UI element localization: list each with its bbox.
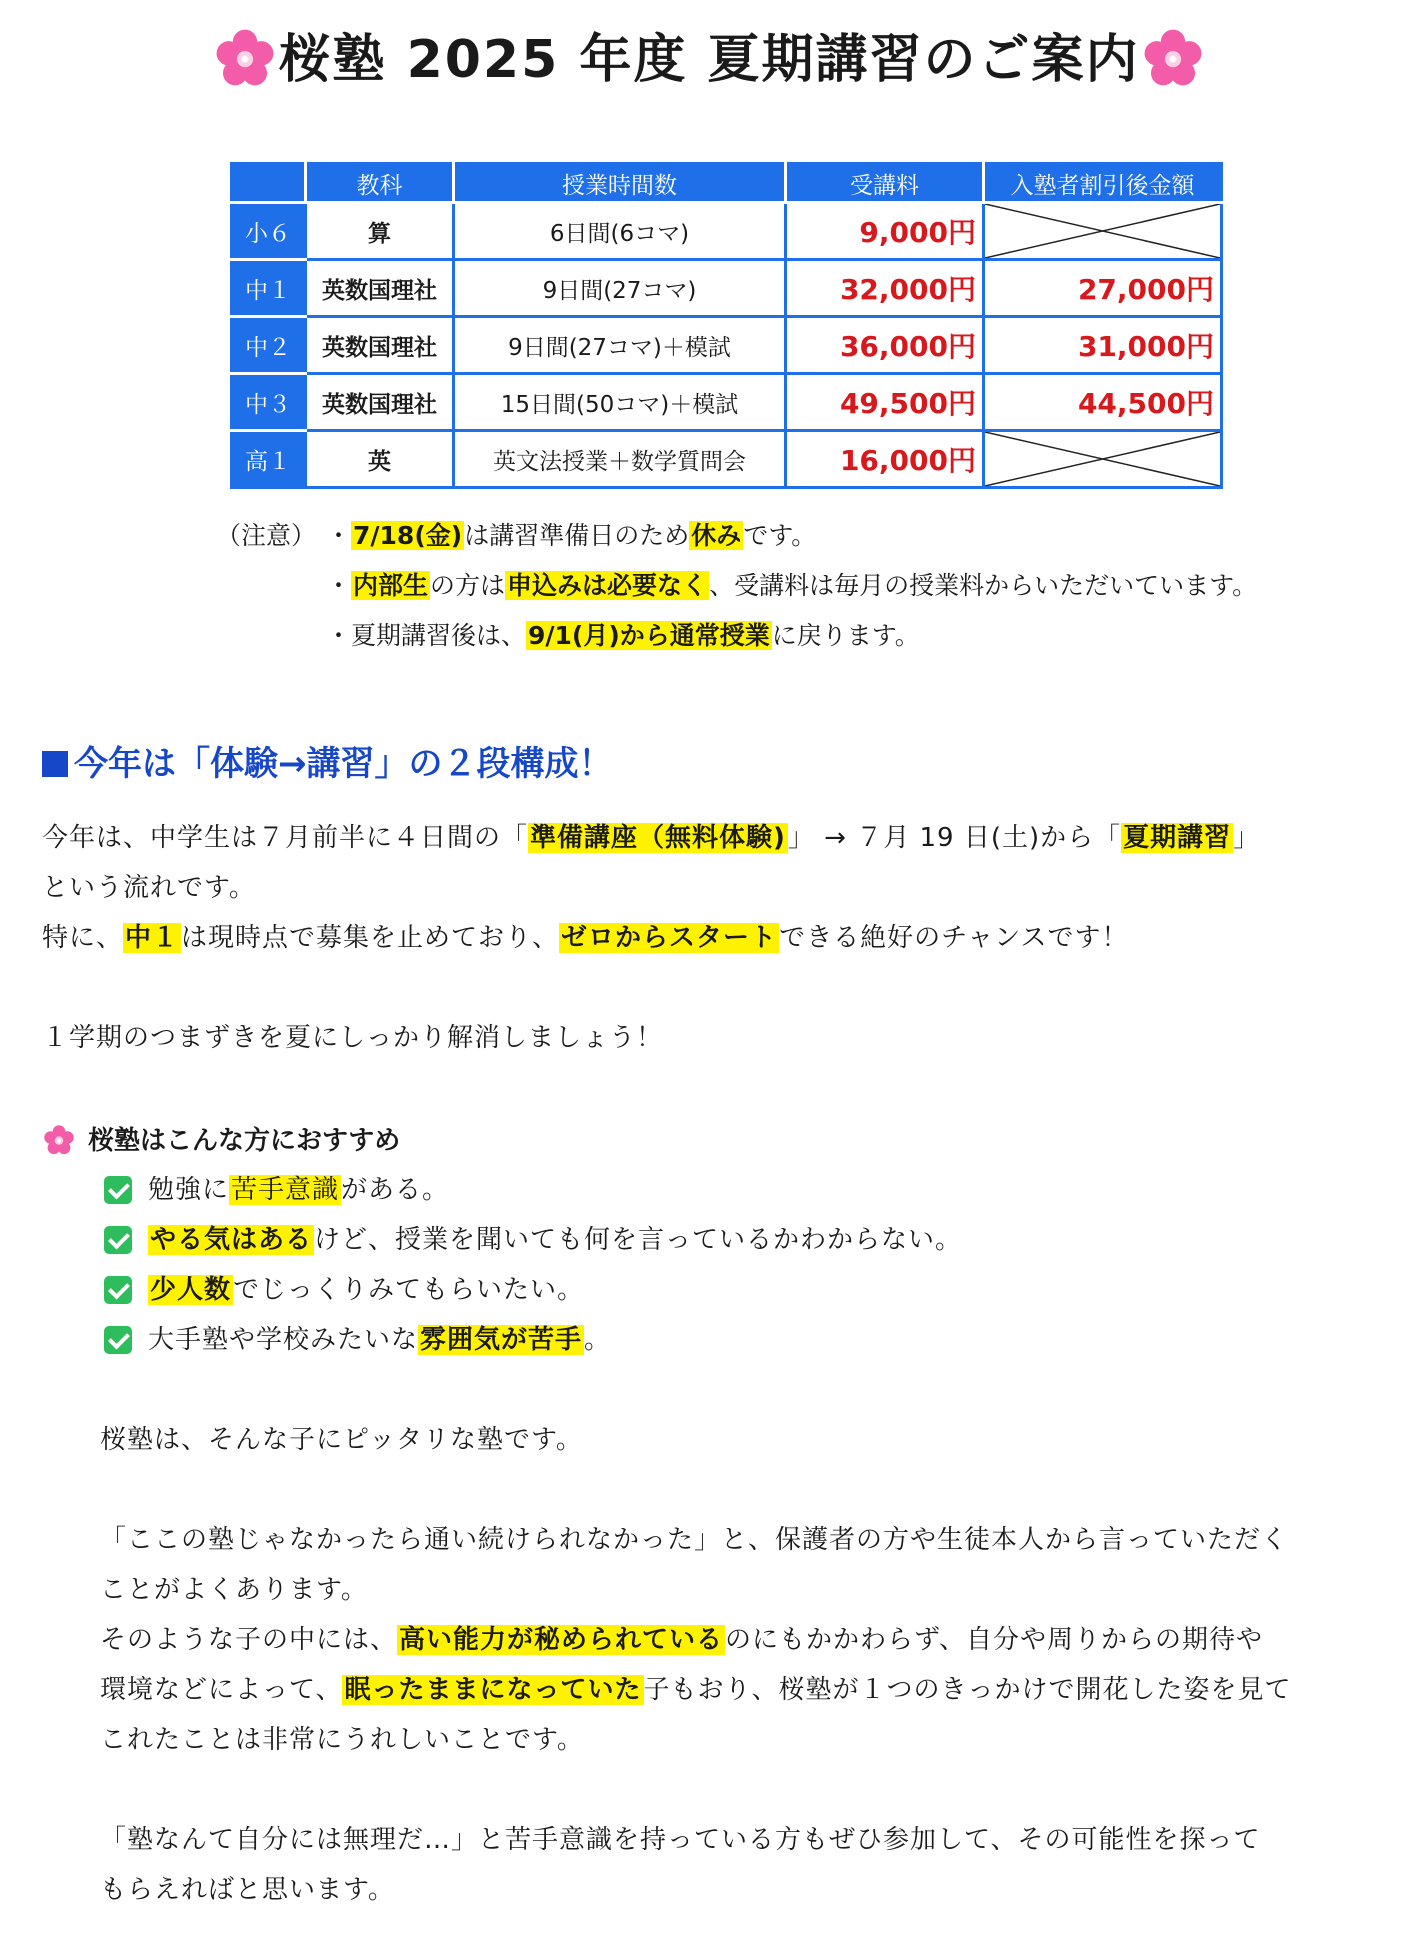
note-text: に戻ります。 bbox=[771, 621, 920, 650]
note-line-1 bbox=[326, 516, 816, 556]
body-text: できる絶好のチャンスです！ bbox=[779, 923, 1129, 953]
header-subject: 教科 bbox=[306, 164, 454, 203]
note-line-2 bbox=[326, 566, 1257, 606]
list-item bbox=[104, 1270, 584, 1310]
cross-out-mark bbox=[985, 432, 1220, 486]
fee-table bbox=[230, 162, 1223, 489]
fee-cell: 36,000円 bbox=[786, 317, 984, 374]
body-highlight: 少人数 bbox=[150, 1275, 232, 1305]
closing-paragraph-6b: もらえればと思います。 bbox=[100, 1875, 395, 1905]
body-highlight: 夏期講習 bbox=[1123, 823, 1232, 853]
note-text: の方は bbox=[430, 571, 506, 600]
section-paragraph-2 bbox=[42, 918, 1129, 958]
fee-cell: 32,000円 bbox=[786, 260, 984, 317]
table-row bbox=[232, 260, 1222, 317]
body-highlight: やる気はある bbox=[150, 1225, 313, 1255]
title-text: 桜塾 2025 年度 夏期講習のご案内 bbox=[278, 30, 1140, 90]
note-highlight: 申込みは必要なく bbox=[507, 571, 708, 600]
body-text: 大手塾や学校みたいな bbox=[148, 1325, 419, 1355]
closing-paragraph-4 bbox=[100, 1670, 1292, 1710]
body-highlight: 高い能力が秘められている bbox=[399, 1625, 724, 1655]
fee-cell: 16,000円 bbox=[786, 431, 984, 488]
note-text: ・ bbox=[326, 521, 352, 550]
body-text: 」 → ７月 19 日(土)から「 bbox=[787, 823, 1122, 853]
header-hours: 授業時間数 bbox=[454, 164, 786, 203]
body-highlight: ゼロからスタート bbox=[561, 923, 778, 953]
section-paragraph-1b: という流れです。 bbox=[42, 873, 256, 903]
subject-cell: 英数国理社 bbox=[306, 317, 454, 374]
checkbox-checked-icon bbox=[104, 1176, 132, 1204]
square-bullet-icon bbox=[42, 751, 68, 777]
body-text: は現時点で募集を止めており、 bbox=[181, 923, 560, 953]
note-text: ・ bbox=[326, 571, 352, 600]
body-text: 」 bbox=[1233, 823, 1261, 853]
body-text: 子もおり、桜塾が１つのきっかけで開花した姿を見て bbox=[643, 1675, 1292, 1705]
body-highlight: 雰囲気が苦手 bbox=[420, 1325, 583, 1355]
checkbox-checked-icon bbox=[104, 1276, 132, 1304]
notes-label: （注意） bbox=[216, 521, 317, 550]
recommend-heading-text: 桜塾はこんな方におすすめ bbox=[88, 1126, 401, 1156]
section-heading-text: 今年は「体験→講習」の２段構成！ bbox=[74, 744, 613, 784]
hours-cell: 6日間(6コマ) bbox=[454, 203, 786, 260]
closing-paragraph-1: 桜塾は、そんな子にピッタリな塾です。 bbox=[100, 1425, 583, 1455]
table-row bbox=[232, 374, 1222, 431]
note-highlight: 内部生 bbox=[353, 571, 429, 600]
hours-cell: 英文法授業＋数学質問会 bbox=[454, 431, 786, 488]
closing-paragraph-2a: 「ここの塾じゃなかったら通い続けられなかった」と、保護者の方や生徒本人から言っていただく bbox=[100, 1525, 1289, 1555]
note-highlight: 7/18(金) bbox=[353, 521, 463, 550]
recommend-heading bbox=[44, 1120, 400, 1157]
note-highlight: 9/1(月)から通常授業 bbox=[528, 621, 770, 650]
discount-cell: 31,000円 bbox=[984, 317, 1222, 374]
body-text: 。 bbox=[584, 1325, 612, 1355]
table-row bbox=[232, 431, 1222, 488]
discount-cell-empty bbox=[984, 203, 1222, 260]
note-text: 、受講料は毎月の授業料からいただいています。 bbox=[709, 571, 1258, 600]
table-row bbox=[232, 203, 1222, 260]
sakura-flower-icon bbox=[1144, 29, 1202, 87]
subject-cell: 算 bbox=[306, 203, 454, 260]
body-text: のにもかかわらず、自分や周りからの期待や bbox=[725, 1625, 1263, 1655]
subject-cell: 英数国理社 bbox=[306, 260, 454, 317]
body-highlight: 苦手意識 bbox=[231, 1175, 340, 1205]
body-text: 環境などによって、 bbox=[100, 1675, 343, 1705]
body-text: 勉強に bbox=[148, 1175, 230, 1205]
body-highlight: 準備講座（無料体験) bbox=[530, 823, 786, 853]
list-item bbox=[104, 1220, 962, 1260]
body-text: がある。 bbox=[341, 1175, 450, 1205]
checkbox-checked-icon bbox=[104, 1226, 132, 1254]
note-text: です。 bbox=[743, 521, 817, 550]
grade-cell: 小６ bbox=[232, 203, 306, 260]
note-text: は講習準備日のため bbox=[464, 521, 690, 550]
header-grade bbox=[232, 164, 306, 203]
header-discount: 入塾者割引後金額 bbox=[984, 164, 1222, 203]
body-text: 今年は、中学生は７月前半に４日間の「 bbox=[42, 823, 529, 853]
closing-paragraph-6a: 「塾なんて自分には無理だ…」と苦手意識を持っている方もぜひ参加して、その可能性を探って bbox=[100, 1825, 1261, 1855]
sakura-flower-icon bbox=[44, 1125, 74, 1155]
subject-cell: 英 bbox=[306, 431, 454, 488]
body-text: でじっくりみてもらいたい。 bbox=[233, 1275, 585, 1305]
grade-cell: 中２ bbox=[232, 317, 306, 374]
discount-cell-empty bbox=[984, 431, 1222, 488]
body-highlight: 中１ bbox=[125, 923, 180, 953]
discount-cell: 44,500円 bbox=[984, 374, 1222, 431]
discount-cell: 27,000円 bbox=[984, 260, 1222, 317]
section-paragraph-1 bbox=[42, 818, 1260, 858]
body-text: そのような子の中には、 bbox=[100, 1625, 398, 1655]
hours-cell: 15日間(50コマ)＋模試 bbox=[454, 374, 786, 431]
closing-paragraph-2b: ことがよくあります。 bbox=[100, 1575, 368, 1605]
hours-cell: 9日間(27コマ)＋模試 bbox=[454, 317, 786, 374]
cross-out-mark bbox=[985, 204, 1220, 258]
fee-cell: 49,500円 bbox=[786, 374, 984, 431]
header-fee: 受講料 bbox=[786, 164, 984, 203]
body-text: 特に、 bbox=[42, 923, 124, 953]
list-item bbox=[104, 1320, 611, 1360]
section-heading bbox=[42, 736, 613, 785]
page-title bbox=[0, 24, 1418, 96]
body-text: けど、授業を聞いても何を言っているかわからない。 bbox=[314, 1225, 963, 1255]
grade-cell: 中３ bbox=[232, 374, 306, 431]
table-header-row bbox=[232, 164, 1222, 203]
grade-cell: 高１ bbox=[232, 431, 306, 488]
note-highlight: 休み bbox=[691, 521, 742, 550]
checkbox-checked-icon bbox=[104, 1326, 132, 1354]
hours-cell: 9日間(27コマ) bbox=[454, 260, 786, 317]
body-highlight: 眠ったままになっていた bbox=[344, 1675, 642, 1705]
list-item bbox=[104, 1170, 449, 1210]
note-line-3 bbox=[326, 616, 920, 656]
sakura-flower-icon bbox=[216, 29, 274, 87]
section-paragraph-3: １学期のつまずきを夏にしっかり解消しましょう！ bbox=[42, 1023, 664, 1053]
closing-paragraph-3 bbox=[100, 1620, 1263, 1660]
grade-cell: 中１ bbox=[232, 260, 306, 317]
fee-cell: 9,000円 bbox=[786, 203, 984, 260]
note-text: ・夏期講習後は、 bbox=[326, 621, 527, 650]
subject-cell: 英数国理社 bbox=[306, 374, 454, 431]
closing-paragraph-5: これたことは非常にうれしいことです。 bbox=[100, 1725, 584, 1755]
table-row bbox=[232, 317, 1222, 374]
